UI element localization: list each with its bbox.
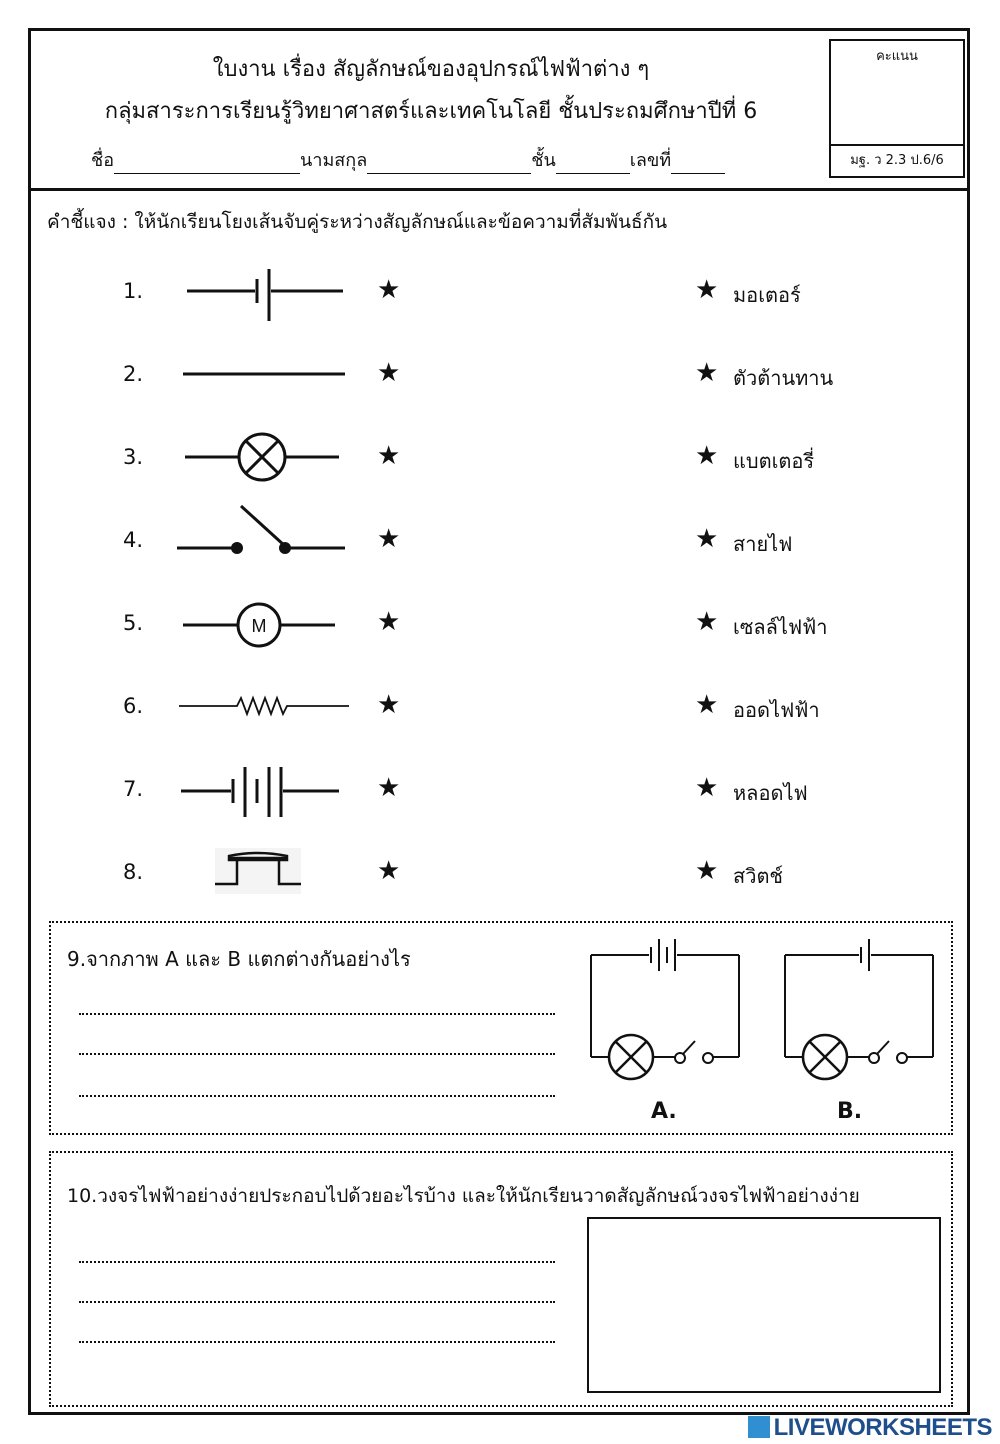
battery-symbol-icon (171, 761, 351, 821)
standard-code: มฐ. ว 2.3 ป.6/6 (831, 144, 963, 176)
question-10-section (49, 1151, 953, 1407)
answer-line[interactable] (79, 1095, 555, 1097)
answer-line[interactable] (79, 1341, 555, 1343)
surname-label: นามสกุล (300, 150, 368, 171)
item-number: 5. (123, 611, 144, 635)
right-star-dot[interactable]: ★ (695, 358, 719, 388)
worksheet-title: ใบงาน เรื่อง สัญลักษณ์ของอุปกรณ์ไฟฟ้าต่าง ๆ (212, 57, 650, 82)
right-star-dot[interactable]: ★ (695, 773, 719, 803)
class-blank[interactable] (556, 155, 630, 174)
left-star-dot[interactable]: ★ (377, 856, 401, 886)
term-label: มอเตอร์ (733, 283, 801, 307)
matching-row (31, 844, 967, 904)
left-star-dot[interactable]: ★ (377, 275, 401, 305)
answer-line[interactable] (79, 1013, 555, 1015)
score-label: คะแนน (876, 49, 918, 64)
liveworksheets-icon (748, 1416, 770, 1438)
matching-row (31, 761, 967, 821)
item-number: 6. (123, 694, 144, 718)
right-star-dot[interactable]: ★ (695, 690, 719, 720)
question-10-text: 10.วงจรไฟฟ้าอย่างง่ายประกอบไปด้วยอะไรบ้าง และให้นักเรียนวาดสัญลักษณ์วงจรไฟฟ้าอย่างง่าย (67, 1185, 860, 1207)
subject-line: กลุ่มสาระการเรียนรู้วิทยาศาสตร์และเทคโนโลยี ชั้นประถมศึกษาปีที่ 6 (104, 99, 758, 124)
circuit-b-diagram (781, 937, 941, 1097)
score-box (829, 39, 965, 178)
answer-line[interactable] (79, 1261, 555, 1263)
instructions: คำชี้แจง : ให้นักเรียนโยงเส้นจับคู่ระหว่างสัญลักษณ์และข้อความที่สัมพันธ์กัน (47, 211, 668, 233)
matching-row (31, 595, 967, 655)
answer-line[interactable] (79, 1301, 555, 1303)
item-number: 7. (123, 777, 144, 801)
header (31, 31, 967, 191)
motor-letter: M (251, 616, 267, 636)
left-star-dot[interactable]: ★ (377, 773, 401, 803)
name-label: ชื่อ (91, 150, 115, 171)
class-label: ชั้น (531, 150, 556, 171)
matching-row (31, 346, 967, 406)
wire-symbol-icon (171, 346, 351, 406)
term-label: แบตเตอรี่ (733, 449, 815, 473)
item-number: 8. (123, 860, 144, 884)
cell-symbol-icon (171, 263, 351, 323)
liveworksheets-logo (748, 1414, 992, 1442)
circuit-a-label: A. (651, 1099, 677, 1124)
motor-symbol-icon (171, 595, 351, 655)
term-label: สายไฟ (733, 532, 793, 556)
right-star-dot[interactable]: ★ (695, 275, 719, 305)
worksheet (28, 28, 970, 1415)
item-number: 3. (123, 445, 144, 469)
right-star-dot[interactable]: ★ (695, 524, 719, 554)
brand-text: LIVEWORKSHEETS (773, 1414, 992, 1441)
number-blank[interactable] (671, 155, 725, 174)
name-blank[interactable] (114, 155, 300, 174)
matching-row (31, 678, 967, 738)
right-star-dot[interactable]: ★ (695, 856, 719, 886)
left-star-dot[interactable]: ★ (377, 690, 401, 720)
item-number: 2. (123, 362, 144, 386)
answer-line[interactable] (79, 1053, 555, 1055)
buzzer-symbol-icon (171, 844, 351, 904)
term-label: เซลล์ไฟฟ้า (733, 615, 828, 639)
matching-row (31, 263, 967, 323)
left-star-dot[interactable]: ★ (377, 358, 401, 388)
number-label: เลขที่ (629, 150, 672, 171)
term-label: สวิตช์ (733, 864, 783, 888)
resistor-symbol-icon (171, 678, 351, 738)
matching-row (31, 429, 967, 489)
circuit-b-label: B. (837, 1099, 863, 1124)
student-info-fields (91, 145, 725, 174)
term-label: ออดไฟฟ้า (733, 698, 820, 722)
surname-blank[interactable] (367, 155, 531, 174)
right-star-dot[interactable]: ★ (695, 607, 719, 637)
right-star-dot[interactable]: ★ (695, 441, 719, 471)
term-label: ตัวต้านทาน (733, 366, 834, 390)
lamp-symbol-icon (171, 429, 351, 489)
term-label: หลอดไฟ (733, 781, 808, 805)
item-number: 1. (123, 279, 144, 303)
matching-row (31, 512, 967, 572)
drawing-box[interactable] (587, 1217, 941, 1393)
circuit-a-diagram (587, 937, 747, 1097)
left-star-dot[interactable]: ★ (377, 524, 401, 554)
question-9-section (49, 921, 953, 1135)
switch-symbol-icon (171, 512, 351, 572)
item-number: 4. (123, 528, 144, 552)
left-star-dot[interactable]: ★ (377, 607, 401, 637)
left-star-dot[interactable]: ★ (377, 441, 401, 471)
question-9-text: 9.จากภาพ A และ B แตกต่างกันอย่างไร (67, 947, 411, 971)
